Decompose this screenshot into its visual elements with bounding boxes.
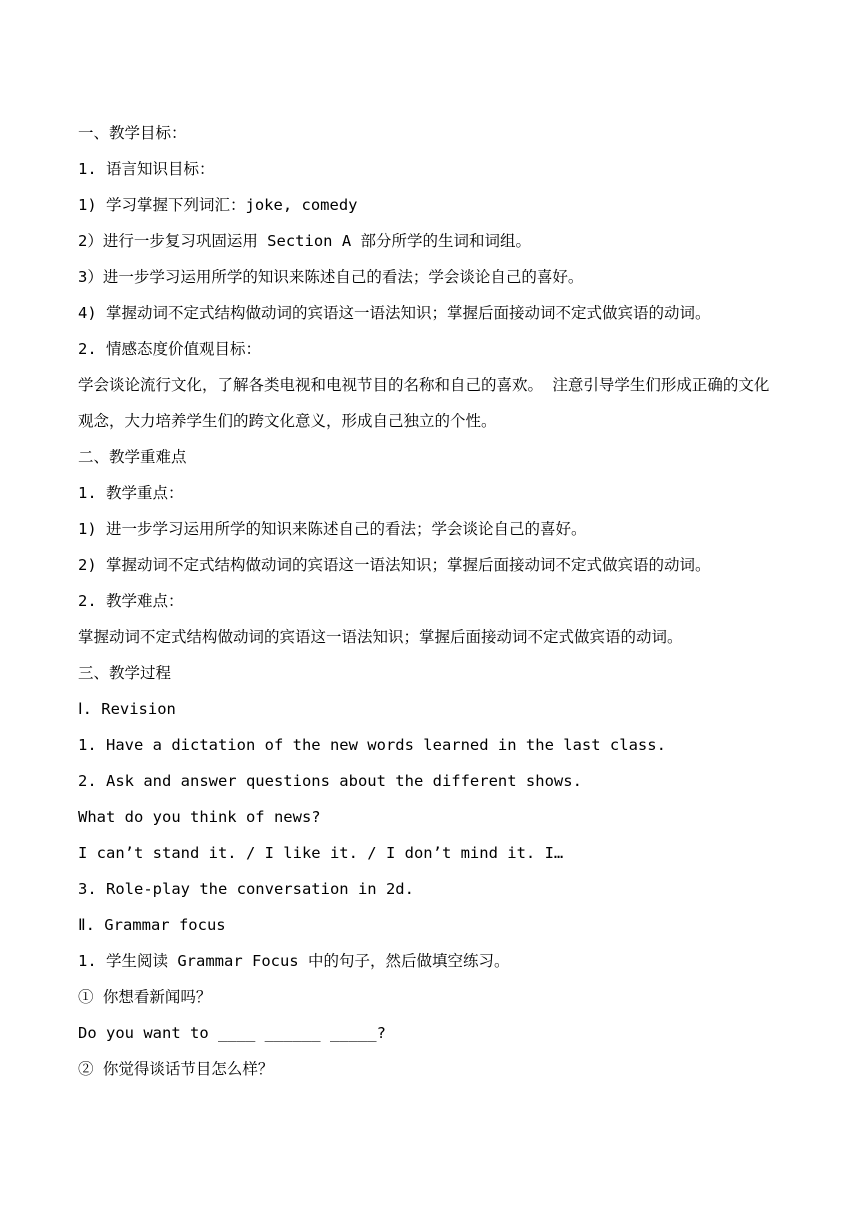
- list-item: 1) 学习掌握下列词汇：joke, comedy: [78, 196, 358, 214]
- list-item: 2) 掌握动词不定式结构做动词的宾语这一语法知识；掌握后面接动词不定式做宾语的动词。: [78, 556, 711, 574]
- example-answers: I can’t stand it. / I like it. / I don’t mind it. I…: [78, 844, 564, 862]
- list-item: 1. 学生阅读 Grammar Focus 中的句子，然后做填空练习。: [78, 952, 510, 970]
- paragraph-emotion-values: 学会谈论流行文化，了解各类电视和电视节目的名称和自己的喜欢。 注意引导学生们形成正确的文化观念，大力培养学生们的跨文化意义，形成自己独立的个性。: [78, 376, 770, 430]
- list-item: 2）进行一步复习巩固运用 Section A 部分所学的生词和词组。: [78, 232, 531, 250]
- document-body: [78, 115, 783, 1087]
- exercise-blank: Do you want to ____ ______ _____?: [78, 1024, 386, 1042]
- exercise-prompt: ① 你想看新闻吗？: [78, 988, 212, 1006]
- subheading-emotion-values: 2. 情感态度价值观目标：: [78, 340, 261, 358]
- list-item: 1. Have a dictation of the new words learned in the last class.: [78, 736, 666, 754]
- subheading-grammar-focus: Ⅱ. Grammar focus: [78, 916, 226, 934]
- section-heading-process: 三、教学过程: [78, 664, 172, 682]
- example-question: What do you think of news?: [78, 808, 321, 826]
- subheading-revision: Ⅰ. Revision: [78, 700, 176, 718]
- subheading-difficult-points: 2. 教学难点：: [78, 592, 184, 610]
- paragraph-difficult-points: 掌握动词不定式结构做动词的宾语这一语法知识；掌握后面接动词不定式做宾语的动词。: [78, 628, 683, 646]
- subheading-language-knowledge: 1. 语言知识目标：: [78, 160, 215, 178]
- list-item: 2. Ask and answer questions about the different shows.: [78, 772, 582, 790]
- subheading-key-points: 1. 教学重点：: [78, 484, 184, 502]
- section-heading-objectives: 一、教学目标：: [78, 124, 187, 142]
- list-item: 1) 进一步学习运用所学的知识来陈述自己的看法；学会谈论自己的喜好。: [78, 520, 587, 538]
- list-item: 3. Role-play the conversation in 2d.: [78, 880, 414, 898]
- section-heading-key-points: 二、教学重难点: [78, 448, 187, 466]
- list-item: 4) 掌握动词不定式结构做动词的宾语这一语法知识；掌握后面接动词不定式做宾语的动词。: [78, 304, 711, 322]
- exercise-prompt: ② 你觉得谈话节目怎么样？: [78, 1060, 274, 1078]
- list-item: 3）进一步学习运用所学的知识来陈述自己的看法；学会谈论自己的喜好。: [78, 268, 584, 286]
